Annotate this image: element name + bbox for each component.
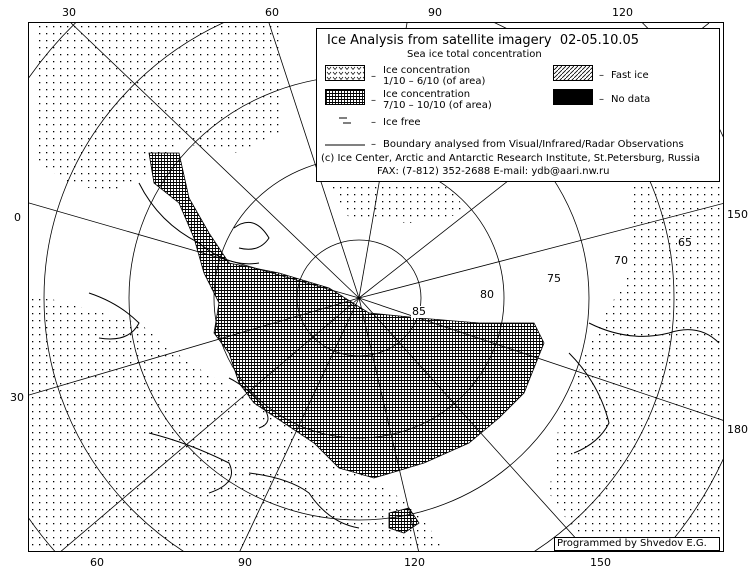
credit-box: Programmed by Shvedov E.G. xyxy=(554,537,720,551)
tick-top-120: 120 xyxy=(612,6,633,19)
swatch-ice-high-pattern xyxy=(326,90,364,104)
legend-fast-ice: Fast ice xyxy=(611,70,649,81)
legend-ice-free: Ice free xyxy=(383,117,421,128)
lat-label-85: 85 xyxy=(412,305,426,318)
tick-bottom-60: 60 xyxy=(90,556,104,569)
legend-no-data: No data xyxy=(611,94,651,105)
swatch-ice-low xyxy=(325,65,365,81)
legend-title: Ice Analysis from satellite imagery 02-05.10.05 xyxy=(327,33,640,48)
dash-no-data: – xyxy=(599,94,604,105)
tick-top-30: 30 xyxy=(62,6,76,19)
dotted-region-east xyxy=(549,173,724,552)
legend-boundary: Boundary analysed from Visual/Infrared/Radar Observations xyxy=(383,139,684,150)
dash-boundary: – xyxy=(371,139,376,150)
dash-ice-high: – xyxy=(371,95,376,106)
legend-institute: (c) Ice Center, Arctic and Antarctic Research Institute, St.Petersburg, Russia xyxy=(321,153,700,164)
tick-bottom-90: 90 xyxy=(238,556,252,569)
boundary-line-symbol xyxy=(325,143,367,147)
lat-label-75: 75 xyxy=(547,272,561,285)
lat-label-80: 80 xyxy=(480,288,494,301)
lat-label-70: 70 xyxy=(614,254,628,267)
swatch-fast-ice xyxy=(553,65,593,81)
tick-right-150: 150 xyxy=(727,208,748,221)
swatch-fast-ice-pattern xyxy=(554,66,592,80)
swatch-ice-low-pattern xyxy=(326,66,364,80)
dash-ice-low: – xyxy=(371,71,376,82)
swatch-no-data xyxy=(553,89,593,105)
legend-ice-high-label: Ice concentration xyxy=(383,89,471,100)
tick-top-90: 90 xyxy=(428,6,442,19)
legend-ice-high-range: 7/10 – 10/10 (of area) xyxy=(383,100,492,111)
legend-ice-low-range: 1/10 – 6/10 (of area) xyxy=(383,76,486,87)
legend-box xyxy=(316,28,720,182)
legend-contact: FAX: (7-812) 352-2688 E-mail: ydb@aari.nw.ru xyxy=(377,166,610,177)
tick-bottom-150: 150 xyxy=(590,556,611,569)
tick-right-180: 180 xyxy=(727,423,748,436)
tick-bottom-120: 120 xyxy=(404,556,425,569)
tick-top-60: 60 xyxy=(265,6,279,19)
legend-subtitle: Sea ice total concentration xyxy=(407,49,542,60)
analysis-date: 02-05.10.05 xyxy=(559,33,640,48)
dash-ice-free: – xyxy=(371,117,376,128)
swatch-ice-high xyxy=(325,89,365,105)
tick-left-0: 0 xyxy=(14,211,21,224)
ice-free-symbol xyxy=(339,117,353,125)
dash-fast-ice: – xyxy=(599,70,604,81)
tick-left-30: 30 xyxy=(10,391,24,404)
legend-ice-low-label: Ice concentration xyxy=(383,65,471,76)
lat-label-65: 65 xyxy=(678,236,692,249)
